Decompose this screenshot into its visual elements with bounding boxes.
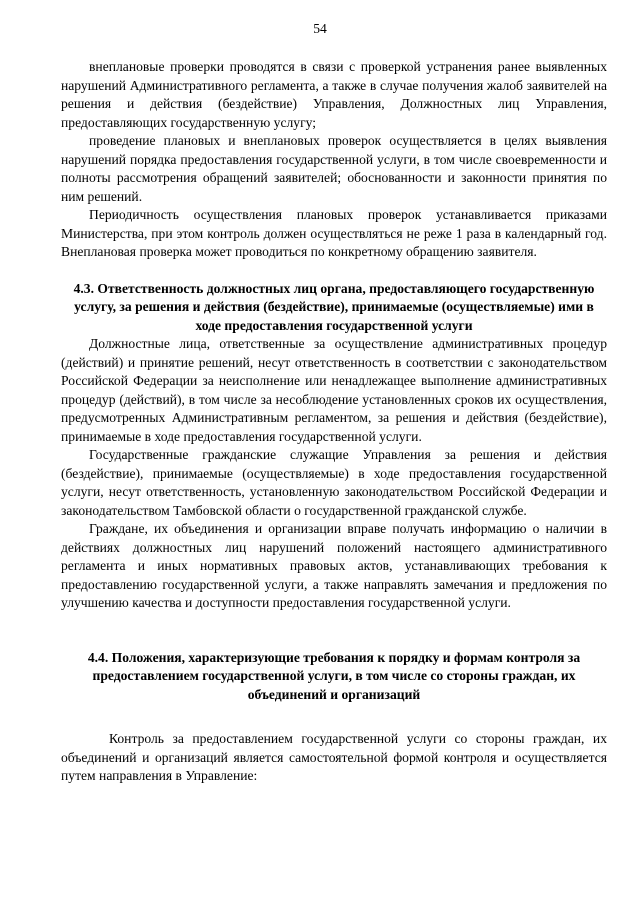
paragraph: Периодичность осуществления плановых проверок устанавливается приказами Министерства, при этом контроль должен осуществляться не реже 1 раза в календарный год. Внеплановая проверка может проводиться по конкретному обращению заявителя. — [61, 207, 607, 259]
paragraph: проведение плановых и внеплановых проверок осуществляется в целях выявления нарушений порядка предоставления государственной услуги, в том числе своевременности и полноты рассмотрения обращений заявителей; обоснованности и законности принятия по ним решений. — [61, 133, 607, 204]
paragraph: Контроль за предоставлением государственной услуги со стороны граждан, их объединений и организаций является самостоятельной формой контроля и осуществляется путем направления в Управление: — [61, 731, 607, 783]
paragraph: Граждане, их объединения и организации вправе получать информацию о наличии в действиях должностных лиц нарушений положений настоящего административного регламента и иных нормативных правовых актов, устанавливающих требования к предоставлению государственной услуги, а также направлять замечания и предложения по улучшению качества и доступности предоставления государственной услуги. — [61, 521, 607, 610]
section-heading-4-4: 4.4. Положения, характеризующие требования к порядку и формам контроля за предоставлением государственной услуги, в том числе со стороны граждан, их объединений и организаций — [87, 649, 581, 702]
section-heading-4-3: 4.3. Ответственность должностных лиц органа, предоставляющего государственную услугу, за решения и действия (бездействие), принимаемые (осуществляемые) ими в ходе предоставления государственной услуги — [73, 280, 595, 333]
paragraph: Должностные лица, ответственные за осуществление административных процедур (действий) и принятие решений, несут ответственность в соответствии с законодательством Российской Федерации за неисполнение или ненадлежащее выполнение административных процедур (действий), в том числе за несоблюдение установленных сроков их осуществления, предусмотренных Административным регламентом, за решения и действия (бездействие), принимаемые в ходе предоставления государственной услуги. — [61, 336, 607, 444]
document-body — [61, 58, 607, 786]
paragraph: Государственные гражданские служащие Управления за решения и действия (бездействие), принимаемые (осуществляемые) в ходе предоставления государственной услуги, несут ответственность, установленную законодательством Российской Федерации и законодательством Тамбовской области о государственной гражданской службе. — [61, 447, 607, 518]
page-number: 54 — [313, 21, 327, 36]
paragraph: внеплановые проверки проводятся в связи с проверкой устранения ранее выявленных нарушений Административного регламента, а также в случае получения жалоб заявителей на решения и действия (бездействие) Управления, Должностных лиц Управления, предоставляющих государственную услугу; — [61, 59, 607, 130]
